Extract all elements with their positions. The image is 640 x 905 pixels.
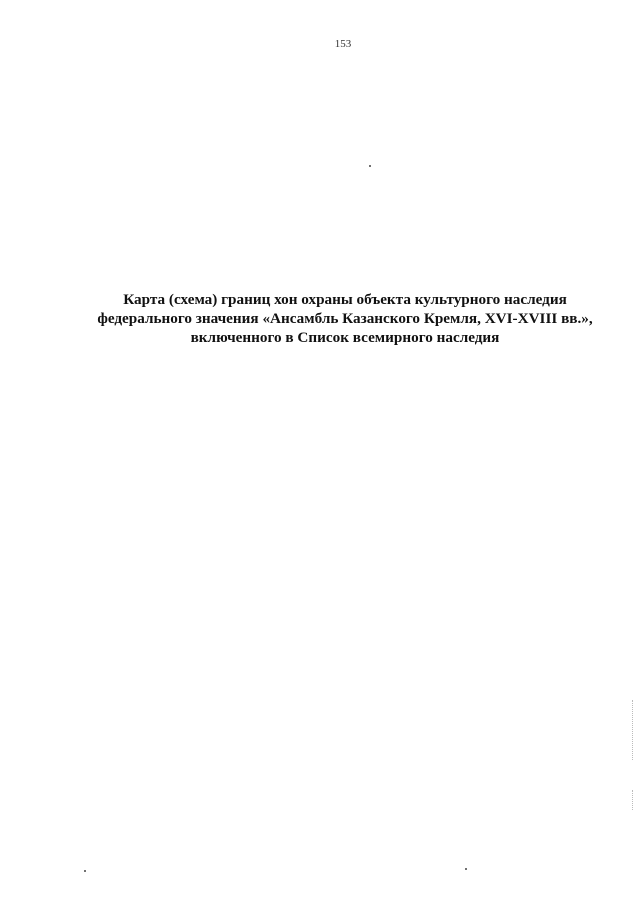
scan-speck [84,870,86,872]
scan-speck [465,868,467,870]
scan-speck [369,165,371,167]
page-number: 153 [334,38,352,50]
scan-edge-artifact [632,790,634,810]
document-title [40,290,640,347]
title-line-1: Карта (схема) границ хон охраны объекта культурного наследия [123,291,567,308]
title-line-3: включенного в Список всемирного наследия [190,329,500,346]
title-line-2: федерального значения «Ансамбль Казанского Кремля, XVI-XVIII вв.», [97,310,593,327]
scan-edge-artifact [632,700,634,760]
